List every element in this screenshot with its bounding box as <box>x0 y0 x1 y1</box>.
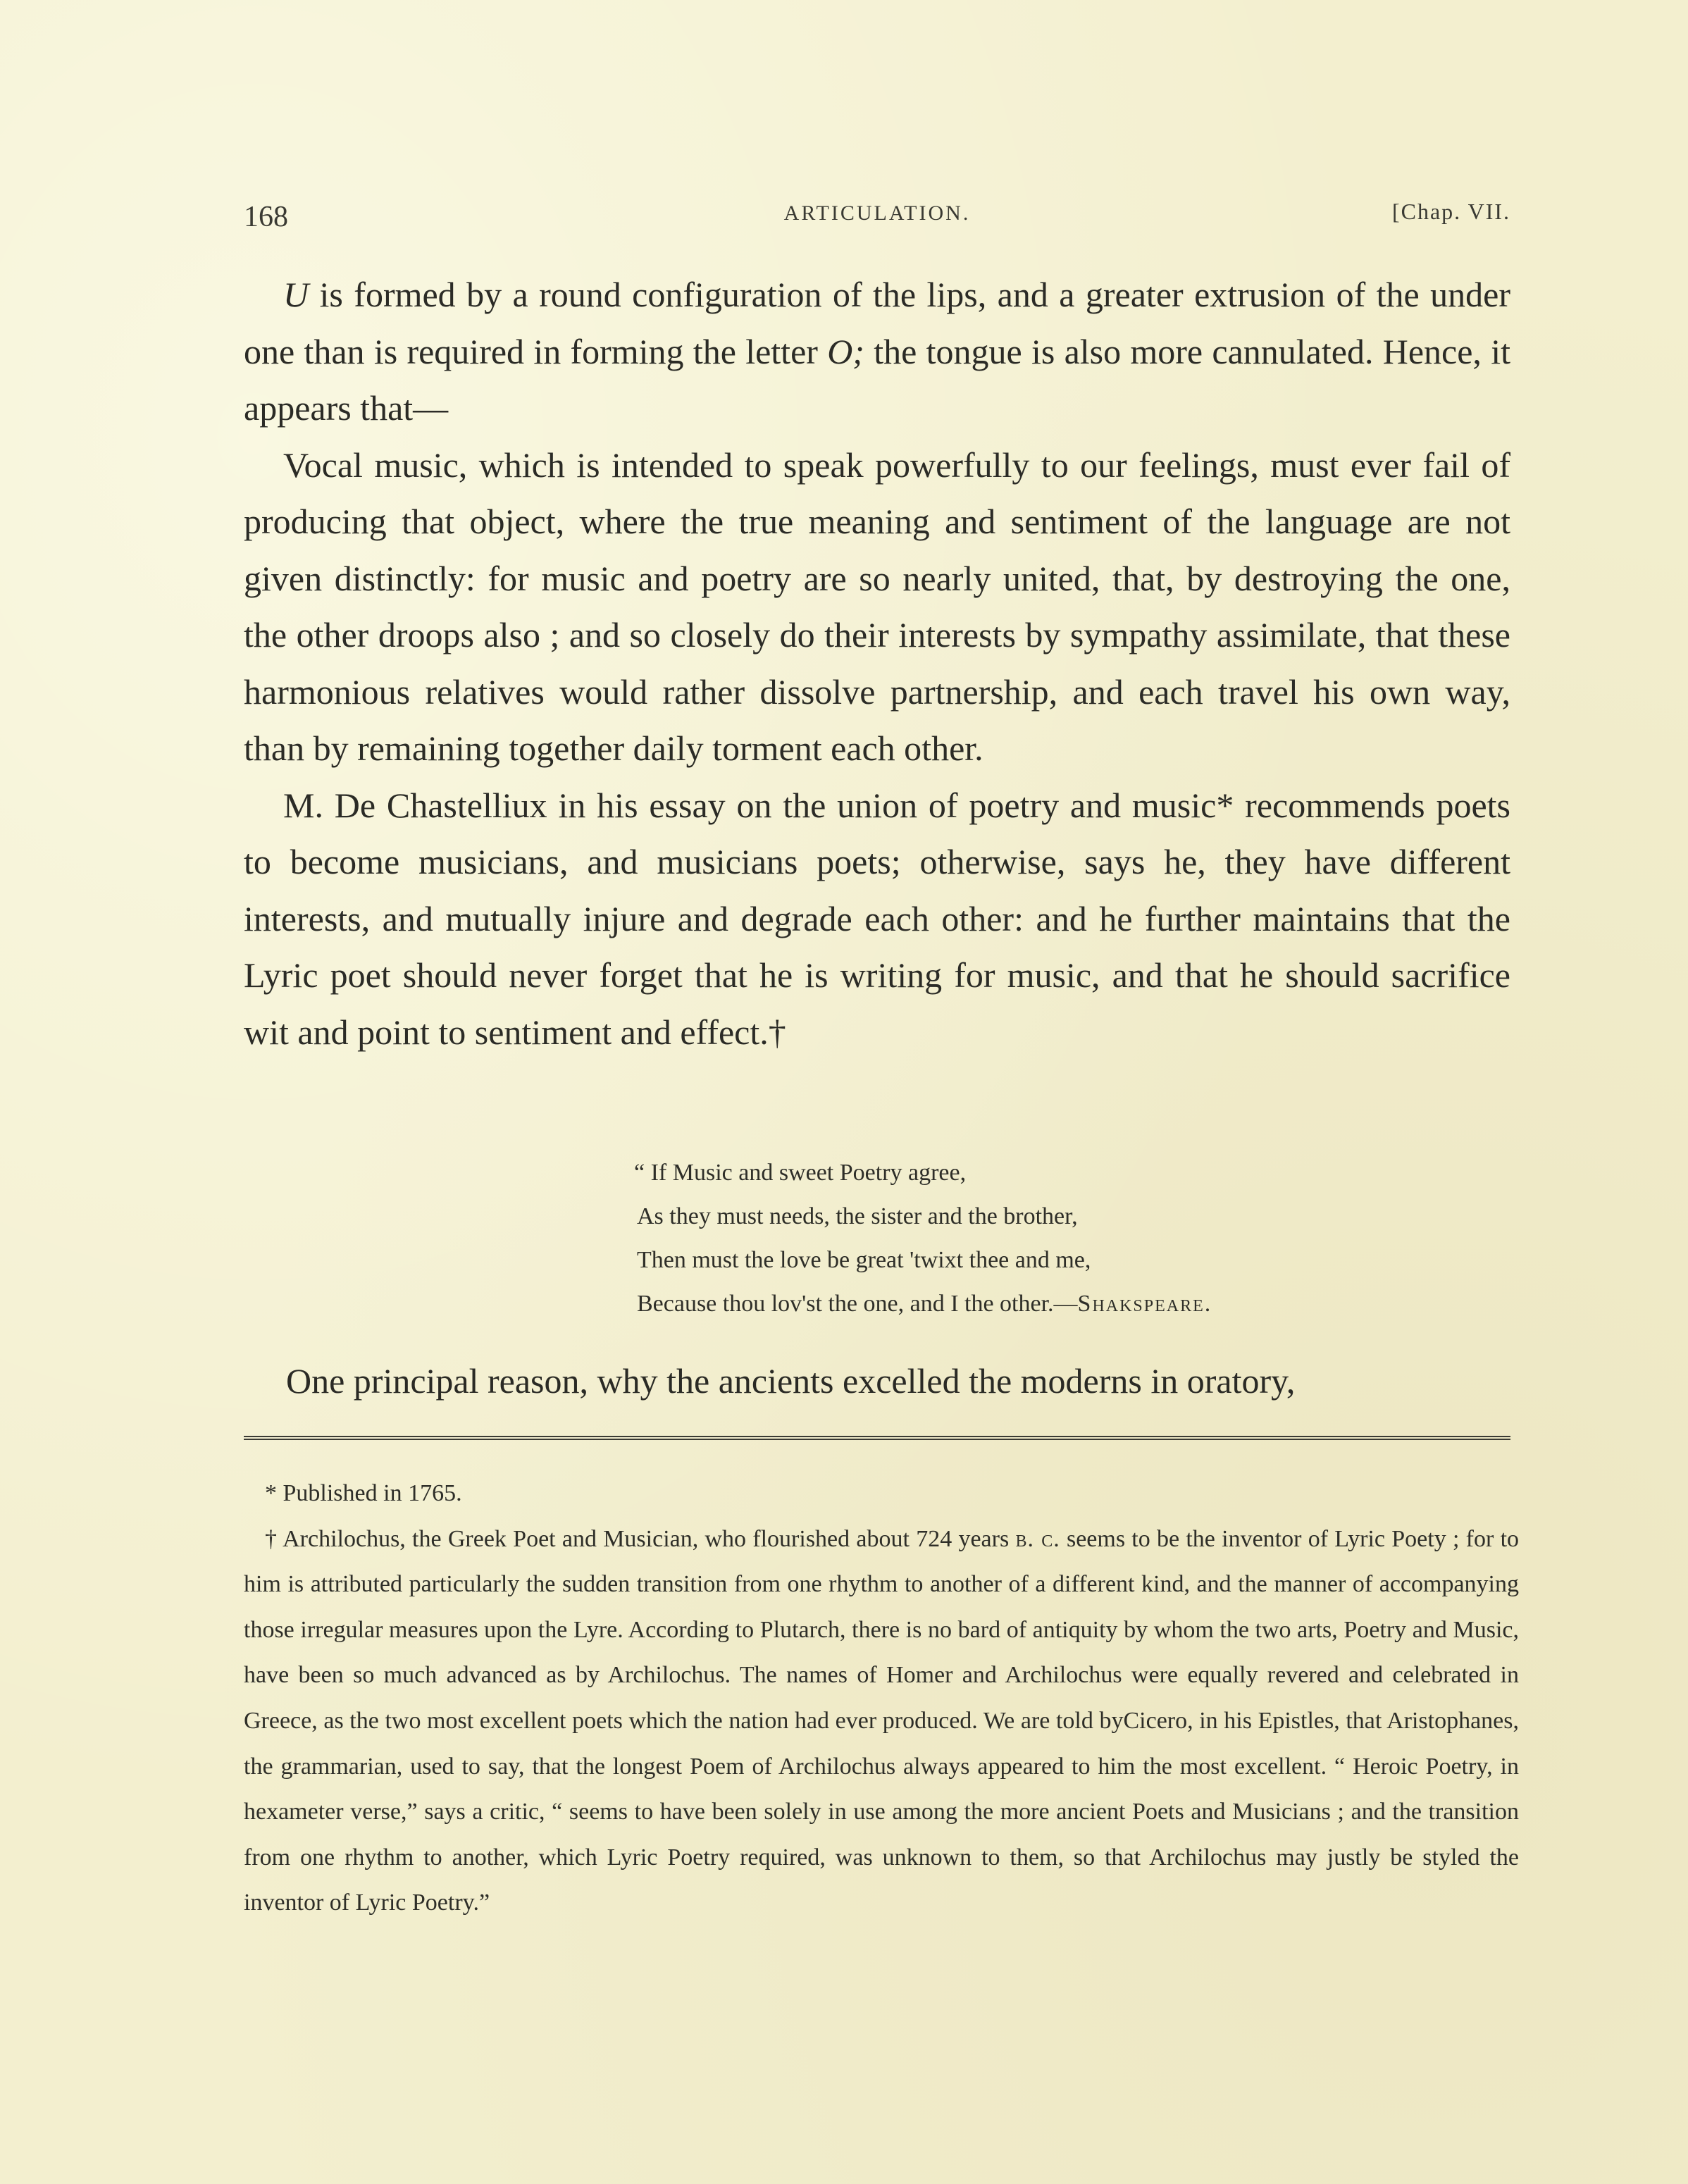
verse-line-3: Then must the love be great 'twixt thee and me, <box>637 1247 1091 1273</box>
verse-line-2: As they must needs, the sister and the brother, <box>637 1203 1078 1229</box>
running-head <box>244 196 1510 238</box>
verse-attribution: Shakspeare. <box>1077 1291 1212 1317</box>
verse-line-4-text: Because thou lov'st the one, and I the other.— <box>637 1291 1078 1317</box>
body-text <box>244 266 1510 1060</box>
page-number: 168 <box>244 201 288 233</box>
footnote-2 <box>244 1517 1519 1926</box>
verse-quotation <box>634 1151 1479 1326</box>
paragraph-1 <box>244 266 1510 437</box>
footnote-rule <box>244 1436 1510 1440</box>
paragraph-1-text-b: the tongue is also more cannulated. Hence, it appears that— <box>244 331 1510 428</box>
footnote-1: * Published in 1765. <box>265 1480 462 1506</box>
running-title: ARTICULATION. <box>783 201 971 225</box>
letter-o: O; <box>827 331 864 371</box>
verse-line-4 <box>634 1282 1479 1326</box>
paragraph-3: M. De Chastelliux in his essay on the union of poetry and music* recommends poets to become musicians, and musicians poets; otherwise, says he, they have different interests, and mutually injure and degrade each other: and he further maintains that the Lyric poet should never forget that he is writing for music, and that he should sacrifice wit and point to sentiment and effect.† <box>244 785 1510 1052</box>
letter-u: U <box>283 275 309 314</box>
footnote-2-text-b: seems to be the inventor of Lyric Poety ; for to him is attributed particularly the sudden transition from one rhythm to another of a different kind, and the manner of accompanying those irregular measures upon the Lyre. According to Plutarch, there is no bard of antiquity by whom the two arts, Poetry and Music, have been so much advanced as by Archilochus. The names of Homer and Archilochus were equally revered and celebrated in Greece, as the two most excellent poets which the nation had ever produced. We are told byCicero, in his Epistles, that Aristophanes, the grammarian, used to say, that the longest Poem of Archilochus always appeared to him the most excellent. “ Heroic Poetry, in hexameter verse,” says a critic, “ seems to have been solely in use among the more ancient Poets and Musicians ; and the transition from one rhythm to another, which Lyric Poetry required, was unknown to them, so that Archilochus may justly be styled the inventor of Lyric Poetry.” <box>244 1525 1520 1916</box>
footnotes <box>244 1471 1519 1926</box>
chapter-label: [Chap. VII. <box>1391 199 1510 224</box>
footnote-2-text-a: † Archilochus, the Greek Poet and Musician, who flourished about 724 years <box>265 1525 1016 1552</box>
paragraph-1-text-a: is formed by a round configuration of the lips, and a greater extrusion of the under one than is required in forming the letter <box>244 275 1510 371</box>
verse-line-1: “ If Music and sweet Poetry agree, <box>634 1160 967 1186</box>
continuation-line: One principal reason, why the ancients excelled the moderns in oratory, <box>286 1361 1296 1401</box>
footnote-2-bc: b. c. <box>1015 1525 1060 1552</box>
paragraph-2: Vocal music, which is intended to speak powerfully to our feelings, must ever fail of producing that object, where the true meaning and sentiment of the language are not given distinctly: for music and poetry are so nearly united, that, by destroying the one, the other droops also ; and so closely do their interests by sympathy assimilate, that these harmonious relatives would rather dissolve partnership, and each travel his own way, than by remaining together daily torment each other. <box>244 445 1510 768</box>
